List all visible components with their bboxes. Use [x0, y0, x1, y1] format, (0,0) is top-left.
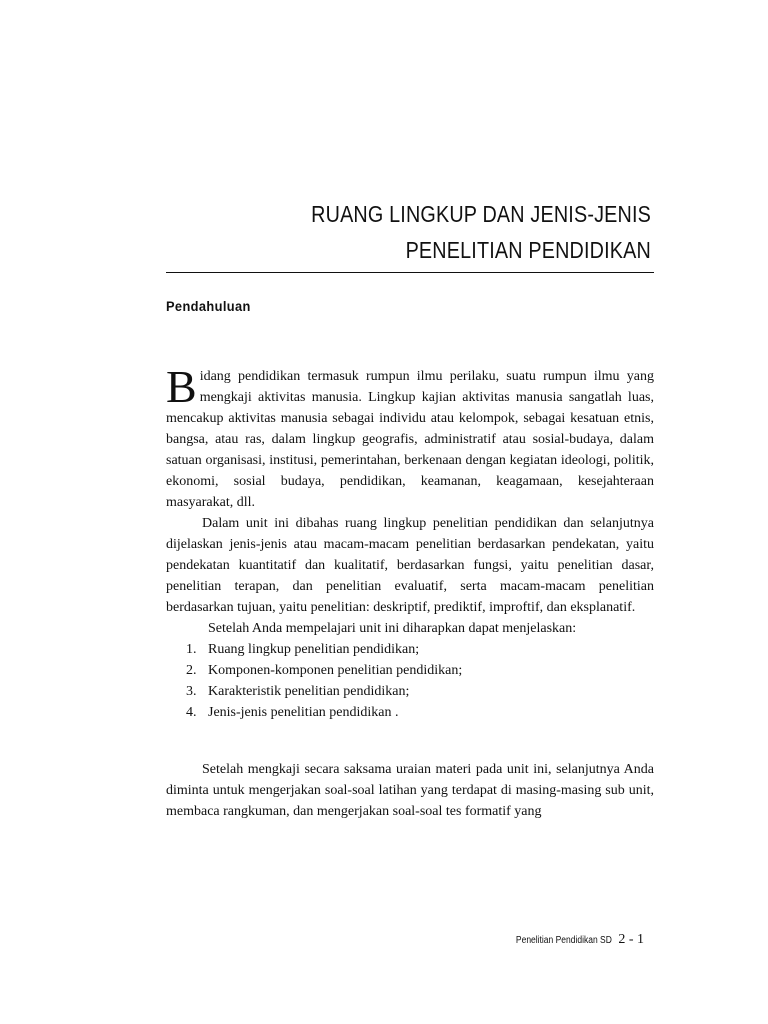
intro-paragraph-1-text: idang pendidikan termasuk rumpun ilmu perilaku, suatu rumpun ilmu yang mengkaji aktivitas manusia. Lingkup kajian aktivitas manusia sangatlah luas, mencakup aktivitas manusia sebagai individu atau kelompok, sebagai kesatuan etnis, bangsa, atau ras, dalam lingkup geografis, administratif atau sosial-budaya, dalam satuan organisasi, institusi, pemerintahan, berkenaan dengan kegiatan ideologi, politik, ekonomi, sosial budaya, pendidikan, keamanan, keagamaan, kesejahteraan masyarakat, dll. [166, 369, 654, 510]
chapter-title [221, 196, 651, 268]
list-item-text: Karakteristik penelitian pendidikan; [208, 684, 410, 699]
intro-paragraph-3: Setelah mengkaji secara saksama uraian materi pada unit ini, selanjutnya Anda diminta untuk mengerjakan soal-soal latihan yang terdapat di masing-masing sub unit, membaca rangkuman, dan mengerjakan soal-soal tes formatif yang [166, 762, 654, 819]
drop-cap: B [166, 361, 197, 412]
intro-body [166, 361, 654, 723]
objectives-list [166, 639, 654, 723]
intro-paragraph-2: Dalam unit ini dibahas ruang lingkup penelitian pendidikan dan selanjutnya dijelaskan jenis-jenis atau macam-macam penelitian berdasarkan pendekatan, yaitu pendekatan kuantitatif dan kualitatif, berdasarkan fungsi, yaitu penelitian dasar, penelitian terapan, dan penelitian evaluatif, serta macam-macam penelitian berdasarkan tujuan, yaitu penelitian: deskriptif, prediktif, improftif, dan eksplanatif. [166, 516, 654, 615]
page-footer [499, 932, 644, 948]
list-item-number: 2. [186, 663, 197, 678]
intro-paragraph-1 [166, 361, 654, 513]
list-item [166, 660, 654, 681]
list-item [166, 639, 654, 660]
list-item-number: 3. [186, 684, 197, 699]
list-item-number: 4. [186, 705, 197, 720]
footer-course-title: Penelitian Pendidikan SD [516, 935, 613, 946]
title-divider [166, 272, 654, 273]
list-item [166, 702, 654, 723]
list-item-text: Komponen-komponen penelitian pendidikan; [208, 663, 463, 678]
list-item [166, 681, 654, 702]
closing-body [166, 759, 654, 822]
objectives-lead: Setelah Anda mempelajari unit ini diharapkan dapat menjelaskan: [208, 621, 577, 636]
page-number: 2 - 1 [618, 932, 644, 947]
section-heading: Pendahuluan [166, 299, 251, 314]
chapter-title-line1: RUANG LINGKUP DAN JENIS-JENIS [311, 201, 651, 227]
list-item-text: Ruang lingkup penelitian pendidikan; [208, 642, 420, 657]
list-item-number: 1. [186, 642, 197, 657]
list-item-text: Jenis-jenis penelitian pendidikan . [208, 705, 399, 720]
chapter-title-line2: PENELITIAN PENDIDIKAN [405, 237, 651, 263]
